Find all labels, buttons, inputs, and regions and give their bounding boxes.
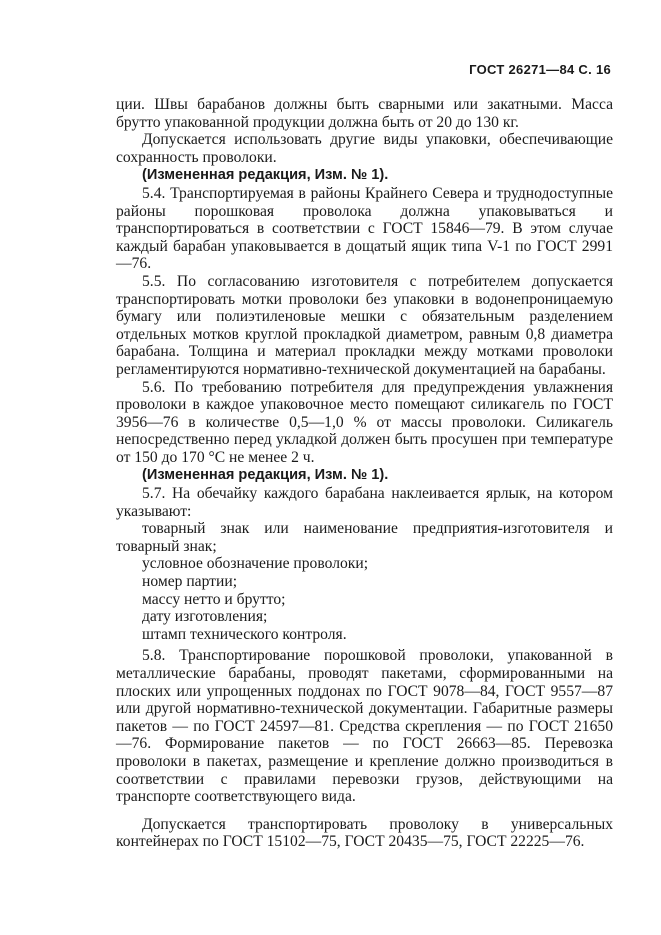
paragraph-5-8: 5.8. Транспортирование порошковой проволоки, упакованной в металлические барабаны, проводят пакетами, сформированными на плоских или упрощенных поддонах по ГОСТ 9078—84, ГОСТ 9557—87 или другой нормативно-технической документации. Габаритные размеры пакетов — по ГОСТ 24597—81. Средства скрепления — по ГОСТ 21650—76. Формирование пакетов — по ГОСТ 26663—85. Перевозка проволоки в пакетах, размещение и крепление должно производиться в соответствии с правилами перевозки грузов, действующими на транспорте соответствующего вида. (116, 647, 613, 806)
list-item: дату изготовления; (142, 608, 268, 626)
paragraph-continuation: ции. Швы барабанов должны быть сварными или закатными. Масса брутто упакованной продукции должна быть от 20 до 130 кг. (116, 96, 613, 131)
page-header: ГОСТ 26271—84 С. 16 (469, 62, 611, 77)
paragraph-packaging-alt: Допускается использовать другие виды упаковки, обеспечивающие сохранность проволоки. (116, 131, 613, 166)
paragraph-5-5: 5.5. По согласованию изготовителя с потребителем допускается транспортировать мотки проволоки без упаковки в водонепроницаемую бумагу или полиэтиленовые мешки с обязательным разделением отдельных мотков круглой прокладкой диаметром, равным 0,8 диаметра барабана. Толщина и материал прокладки между мотками проволоки регламентируются нормативно-технической документацией на барабаны. (116, 272, 613, 378)
label-contents-list (116, 520, 613, 643)
paragraph-5-6: 5.6. По требованию потребителя для предупреждения увлажнения проволоки в каждое упаковочное место помещают силикагель по ГОСТ 3956—76 в количестве 0,5—1,0 % от массы проволоки. Силикагель непосредственно перед укладкой должен быть просушен при температуре от 150 до 170 °С не менее 2 ч. (116, 378, 613, 466)
list-item: номер партии; (142, 573, 238, 591)
revision-note-text: (Измененная редакция, Изм. № 1). (142, 467, 389, 484)
list-item: массу нетто и брутто; (142, 590, 286, 608)
revision-note-1 (116, 166, 613, 185)
revision-note-text: (Измененная редакция, Изм. № 1). (142, 167, 389, 184)
document-body (116, 96, 613, 851)
revision-note-2 (116, 466, 613, 485)
paragraph-5-7: 5.7. На обечайку каждого барабана наклеивается ярлык, на котором указывают: (116, 485, 613, 520)
list-item: товарный знак или наименование предприятия-изготовителя и товарный знак; (116, 520, 613, 555)
list-item: условное обозначение проволоки; (142, 555, 369, 573)
paragraph-5-4: 5.4. Транспортируемая в районы Крайнего Севера и труднодоступные районы порошковая проволока должна упаковываться и транспортироваться в соответствии с ГОСТ 15846—79. В этом случае каждый барабан упаковывается в дощатый ящик типа V-1 по ГОСТ 2991—76. (116, 184, 613, 273)
paragraph-containers: Допускается транспортировать проволоку в универсальных контейнерах по ГОСТ 15102—75, ГОСТ 20435—75, ГОСТ 22225—76. (116, 815, 613, 851)
list-item: штамп технического контроля. (142, 625, 347, 643)
